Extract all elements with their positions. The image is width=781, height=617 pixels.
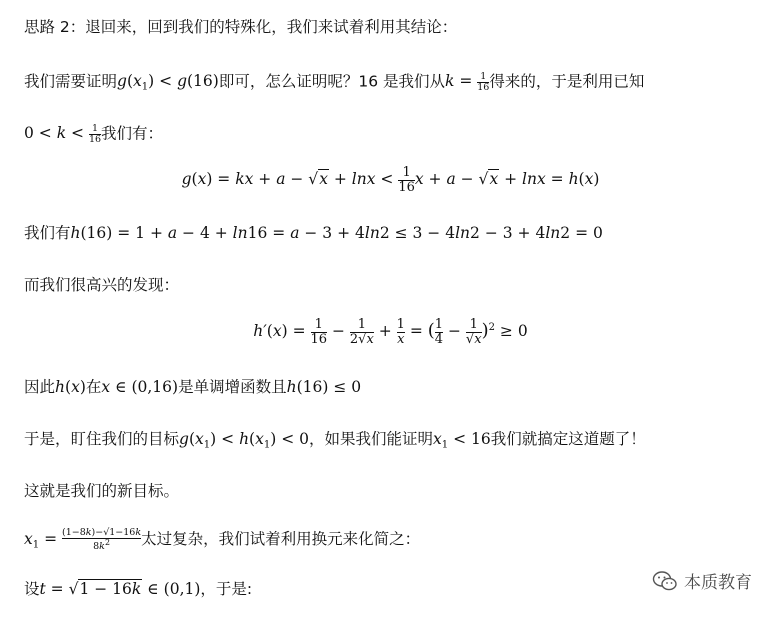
math: t = √1 − 16k ∈ (0,1) xyxy=(39,580,201,598)
line-9 xyxy=(24,432,646,451)
text: 这就是我们的新目标。 xyxy=(24,482,180,500)
math: h(16) = 1 + a − 4 + ln16 = a − 3 + 4ln2 ≤ 3 − 4ln2 − 3 + 4ln2 = 0 xyxy=(70,224,603,242)
heading-text: 思路 2：退回来，回到我们的特殊化，我们来试着利用其结论： xyxy=(24,18,458,36)
text: 即可，怎么证明呢？16 是我们从 xyxy=(218,72,445,91)
math: h(x) xyxy=(55,378,86,396)
math: $g(x_1) < g(16)$ xyxy=(117,72,219,93)
line-11 xyxy=(24,528,420,552)
text: 而我们很高兴的发现： xyxy=(24,276,180,294)
text: 我们有： xyxy=(101,124,164,143)
math: h(16) ≤ 0 xyxy=(286,378,362,396)
line-5 xyxy=(24,226,603,242)
math: $x_1 < 16$ xyxy=(433,430,491,451)
equation-g: g(x) = kx + a − √x + lnx < $\frac{1}{16}$ x + a − √x + lnx = h(x) xyxy=(181,165,600,195)
text: 我们有 xyxy=(24,224,71,242)
line-8 xyxy=(24,380,361,396)
text: 于是，盯住我们的目标 xyxy=(24,430,180,448)
math: k = $\frac{1}{16}$ xyxy=(444,71,490,93)
text: 在 xyxy=(85,378,102,396)
watermark xyxy=(652,568,752,593)
text: 我们就搞定这道题了！ xyxy=(490,430,646,448)
line-6 xyxy=(24,278,179,294)
math: $g(x_1) < h(x_1) < 0$ xyxy=(179,430,310,451)
equation-hprime: h′(x) = $\frac{1}{16}$ − $\frac{1}{2√x}$ + $\frac{1}{x}$ = ( $\frac{1}{4}$ − $\frac{1}{√x}$ )$^2$ ≥ 0 xyxy=(253,317,528,347)
text: 得来的，于是利用已知 xyxy=(489,72,645,91)
text: ，如果我们能证明 xyxy=(309,430,434,448)
text: 太过复杂，我们试着利用换元来化简之： xyxy=(141,530,421,549)
text: 因此 xyxy=(24,378,56,396)
math: x ∈ (0,16) xyxy=(101,378,179,396)
math: 0 < k < $\frac{1}{16}$ xyxy=(24,123,102,145)
line-2 xyxy=(24,72,644,93)
text: 设 xyxy=(24,580,40,598)
text: 我们需要证明 xyxy=(24,72,118,91)
wechat-icon xyxy=(652,570,678,592)
text: ，于是: xyxy=(200,580,253,598)
text: 是单调增函数且 xyxy=(178,378,287,396)
watermark-text: 本质教育 xyxy=(684,573,752,593)
math: $x_1$ = $\frac{(1-8k)-√1-16k}{8k^2}$ xyxy=(24,527,142,553)
line-1 xyxy=(24,20,457,36)
line-3 xyxy=(24,124,163,145)
line-10 xyxy=(24,484,179,500)
line-12 xyxy=(24,582,252,598)
